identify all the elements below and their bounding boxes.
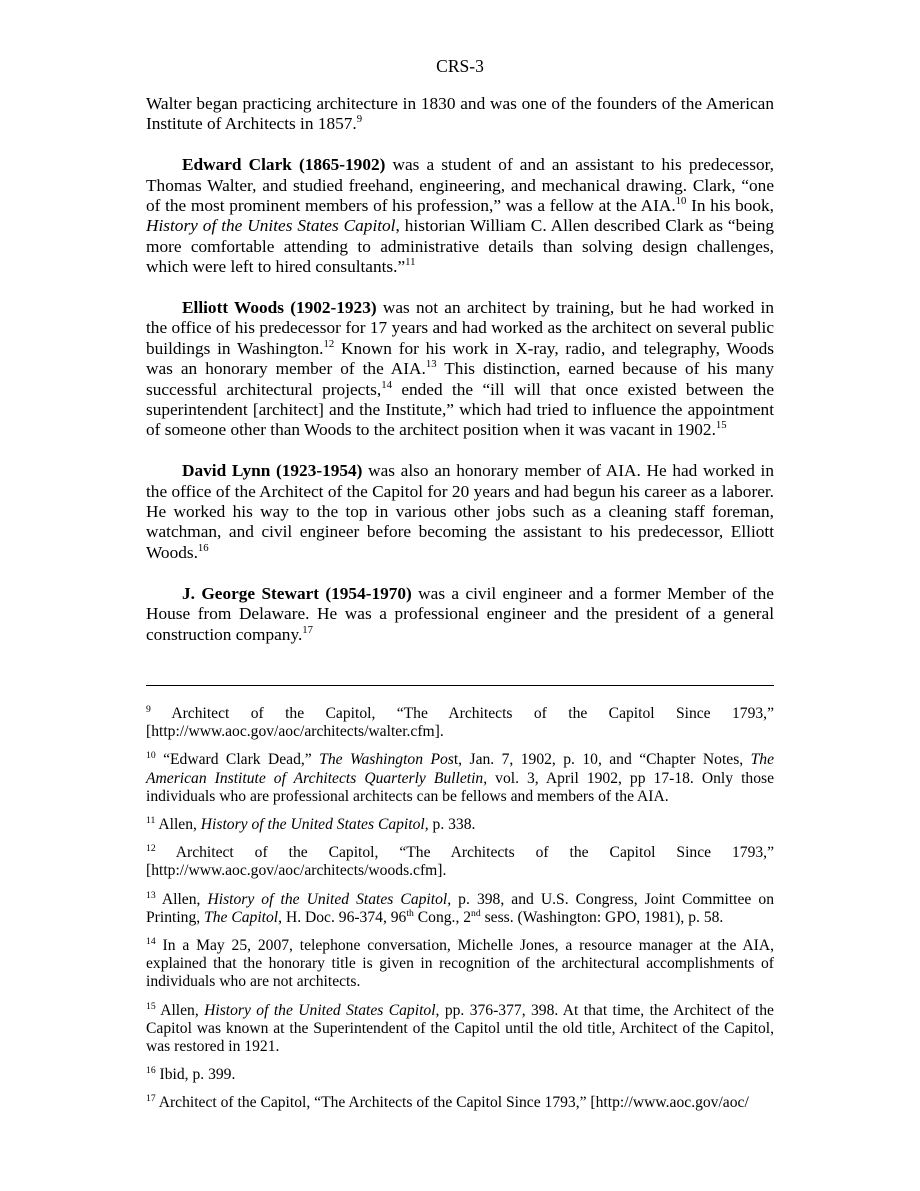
footnotes: [146, 705, 774, 1123]
footnote-9: $^9$ Architect of the Capitol, “The Architects of the Capitol Since 1793,” [http://www.aoc.gov/aoc/architects/walter.cfm].: [146, 703, 774, 741]
footnote-number: 12: [146, 843, 156, 855]
footnote-ref[interactable]: 11: [405, 256, 416, 269]
footnote-ref[interactable]: 17: [302, 623, 314, 636]
footnote-number: 9: [146, 703, 151, 715]
footnote-ref[interactable]: 16: [197, 542, 209, 555]
footnote-11: $^{11}$ Allen, History of the United States Capitol, p. 338.: [146, 814, 476, 834]
footnote-number: 15: [146, 1000, 156, 1012]
paragraph-lynn: David Lynn (1923-1954) was also an honorary member of AIA. He had worked in the office of the Architect of the Capitol for 20 years and had begun his career as a laborer. He worked his way to the top in various other jobs such as a cleaning staff foreman, watchman, and civil engineer before becoming the assistant to his predecessor, Elliott Woods.$^{16}$: [146, 461, 774, 562]
footnote-number: 10: [146, 750, 156, 762]
architect-name: J. George Stewart (1954-1970): [182, 583, 412, 603]
architect-name: Edward Clark (1865-1902): [182, 155, 386, 175]
footnote-ref[interactable]: 9: [356, 113, 363, 126]
footnote-number: 11: [146, 814, 156, 826]
footnote-ref[interactable]: 15: [715, 419, 727, 432]
footnote-15: $^{15}$ Allen, History of the United States Capitol, pp. 376-377, 398. At that time, the Architect of the Capitol was known at the Superintendent of the Capitol until the old title, Architect of the Capitol, was restored in 1921.: [146, 1000, 774, 1056]
architect-name: David Lynn (1923-1954): [182, 461, 363, 481]
page-header: [0, 56, 920, 76]
paragraph-walter: Walter began practicing architecture in 1830 and was one of the founders of the American Institute of Architects in 1857.$^9$: [146, 94, 774, 134]
paragraph-clark: Edward Clark (1865-1902) was a student of and an assistant to his predecessor, Thomas Walter, and studied freehand, engineering, and mechanical drawing. Clark, “one of the most prominent members of his profession,” was a fellow at the AIA.$^{10}$ In his book, History of the Unites States Capitol, historian William C. Allen described Clark as “being more comfortable attending to administrative details than solving design challenges, which were left to hired consultants.”$^{11}$: [146, 155, 775, 277]
paragraph-woods: Elliott Woods (1902-1923) was not an architect by training, but he had worked in the office of his predecessor for 17 years and had worked as the architect on several public buildings in Washington.$^{12}$ Known for his work in X-ray, radio, and telegraphy, Woods was an honorary member of the AIA.$^{13}$ This distinction, earned because of his many successful architectural projects,$^{14}$ ended the “ill will that once existed between the superintendent [architect] and the Institute,” which had tried to influence the appointment of someone other than Woods to the architect position when it was vacant in 1902.15: [146, 298, 774, 440]
footnote-12: $^{12}$ Architect of the Capitol, “The Architects of the Capitol Since 1793,” [http://www.aoc.gov/aoc/architects/woods.cfm].: [146, 843, 774, 880]
footnote-13: $^{13}$ Allen, History of the United States Capitol, p. 398, and U.S. Congress, Joint Committee on Printing, The Capitol, H. Doc. 96-374, 96th Cong., 2nd sess. (Washington: GPO, 1981), p. 58.: [146, 889, 775, 926]
footnote-ref[interactable]: 14: [381, 378, 392, 391]
footnote-number: 16: [146, 1065, 156, 1077]
footnote-ref[interactable]: 10: [675, 195, 687, 208]
footnote-ref[interactable]: 13: [425, 358, 437, 371]
footnote-number: 14: [146, 935, 156, 947]
paragraph-stewart: J. George Stewart (1954-1970) was a civil engineer and a former Member of the House from Delaware. He was a professional engineer and the president of a general construction company.$^{17}$: [146, 583, 774, 644]
footnote-16: $^{16}$ Ibid, p. 399.: [146, 1065, 236, 1084]
footnote-10: $^{10}$ “Edward Clark Dead,” The Washington Post, Jan. 7, 1902, p. 10, and “Chapter Notes, The American Institute of Architects Quarterly Bulletin, vol. 3, April 1902, pp 17-18. Only those individuals who are professional architects can be fellows and members of the AIA.: [146, 750, 774, 805]
footnote-number: 13: [146, 889, 156, 901]
book-title: History of the Unites States Capitol: [146, 216, 396, 236]
footnote-ref[interactable]: 12: [323, 338, 335, 351]
page-label: CRS-3: [436, 56, 484, 76]
footnote-17: $^{17}$ Architect of the Capitol, “The Architects of the Capitol Since 1793,” [http://www.aoc.gov/aoc/: [146, 1093, 749, 1112]
footnote-number: 17: [146, 1093, 156, 1105]
footnote-separator: [146, 685, 774, 686]
footnote-14: $^{14}$ In a May 25, 2007, telephone conversation, Michelle Jones, a resource manager at the AIA, explained that the honorary title is given in recognition of the architectural accomplishments of individuals who are not architects.: [146, 935, 774, 991]
architect-name: Elliott Woods (1902-1923): [182, 298, 377, 318]
body-text: [146, 94, 774, 665]
